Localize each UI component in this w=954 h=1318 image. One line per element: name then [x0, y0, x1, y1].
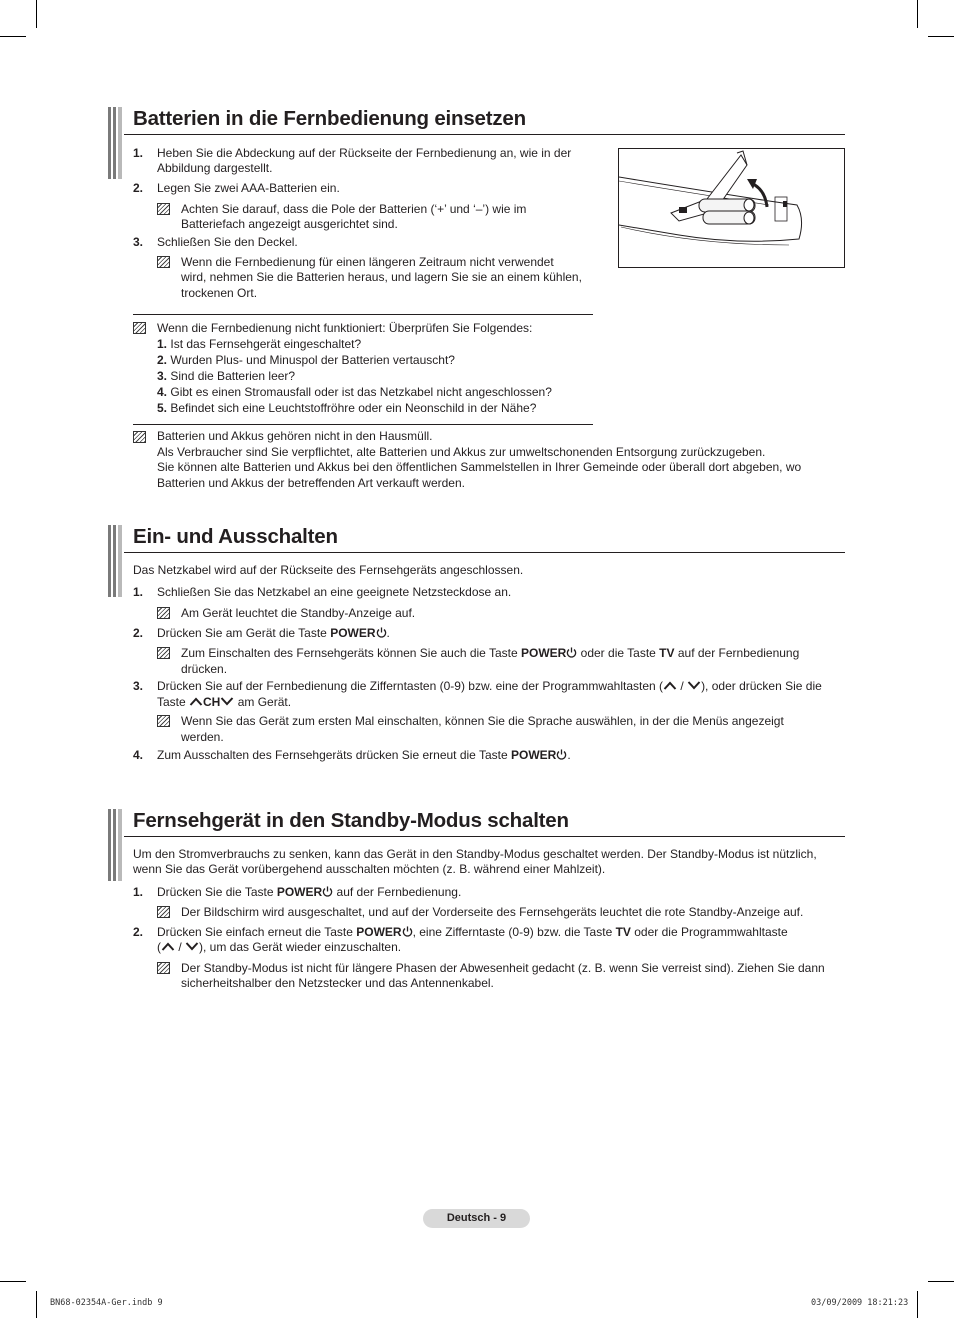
remote-battery-icon	[619, 149, 844, 267]
chevron-up-icon	[161, 942, 175, 951]
note-text: Sie können alte Batterien und Akkus bei den öffentlichen Sammelstellen in Ihrer Gemeinde oder überall dort abgeben, wo	[157, 460, 802, 474]
step-number: 3.	[133, 235, 144, 249]
step-text: Drücken Sie einfach erneut die Taste POWER , eine Zifferntaste (0-9) bzw. die Taste TV oder die Programmwahltaste	[157, 925, 788, 939]
note-text: Wenn die Fernbedienung nicht funktioniert: Überprüfen Sie Folgendes:	[157, 321, 533, 335]
crop-mark	[917, 0, 918, 28]
checklist-item	[157, 401, 536, 417]
step-text: Abbildung dargestellt.	[157, 161, 273, 175]
box-bottom-rule	[133, 424, 593, 425]
section-rule	[124, 552, 845, 553]
intro-text: Das Netzkabel wird auf der Rückseite des Fernsehgeräts angeschlossen.	[133, 563, 524, 577]
section-bar	[108, 809, 122, 881]
crop-mark	[928, 1281, 954, 1282]
note-icon	[133, 431, 146, 443]
step-number: 4.	[133, 748, 144, 762]
note-text: drücken.	[181, 662, 228, 676]
note-text: Am Gerät leuchtet die Standby-Anzeige auf.	[181, 606, 416, 620]
crop-mark	[36, 1291, 37, 1318]
step-number: 3.	[133, 679, 144, 693]
note-text: Der Standby-Modus ist nicht für längere Phasen der Abwesenheit gedacht (z. B. wenn Sie verreist sind). Ziehen Sie dann	[181, 961, 825, 975]
page-number-badge: Deutsch - 9	[423, 1209, 530, 1228]
crop-mark	[0, 1281, 26, 1282]
note-icon	[157, 906, 170, 918]
step-text: Legen Sie zwei AAA-Batterien ein.	[157, 181, 340, 195]
checklist-number: 5.	[157, 401, 168, 415]
crop-mark	[0, 36, 26, 37]
note-icon	[157, 647, 170, 659]
step-text: Schließen Sie den Deckel.	[157, 235, 298, 249]
chevron-down-icon	[185, 942, 199, 951]
power-icon	[556, 749, 567, 760]
section-bar	[108, 525, 122, 597]
crop-mark	[928, 36, 954, 37]
power-icon	[402, 926, 413, 937]
step-text: Schließen Sie das Netzkabel an eine geeignete Netzsteckdose an.	[157, 585, 512, 599]
step-text: Taste CH am Gerät.	[157, 695, 292, 709]
remote-battery-illustration	[618, 148, 845, 268]
step-text: Drücken Sie am Gerät die Taste POWER .	[157, 626, 390, 640]
power-icon	[566, 647, 577, 658]
checklist-item	[157, 369, 295, 385]
chevron-up-icon	[189, 697, 203, 706]
note-text: Batterien und Akkus gehören nicht in den Hausmüll.	[157, 429, 433, 443]
note-text: Der Bildschirm wird ausgeschaltet, und auf der Vorderseite des Fernsehgeräts leuchtet die rote Standby-Anzeige auf.	[181, 905, 804, 919]
note-icon	[133, 322, 146, 334]
section-title: Fernsehgerät in den Standby-Modus schalten	[133, 809, 569, 832]
chevron-down-icon	[220, 697, 234, 706]
note-text: trockenen Ort.	[181, 286, 258, 300]
step-number: 1.	[133, 146, 144, 160]
note-text: sicherheitshalber den Netzstecker und das Antennenkabel.	[181, 976, 494, 990]
section-title: Ein- und Ausschalten	[133, 525, 338, 548]
section-rule	[124, 134, 845, 135]
note-icon	[157, 607, 170, 619]
step-number: 2.	[133, 626, 144, 640]
step-text: Drücken Sie auf der Fernbedienung die Zifferntasten (0-9) bzw. eine der Programmwahltasten ( / ), oder drücken Sie die	[157, 679, 822, 693]
note-text: Batteriefach angezeigt ausgerichtet sind.	[181, 217, 398, 231]
chevron-up-icon	[663, 681, 677, 690]
step-text: Heben Sie die Abdeckung auf der Rückseite der Fernbedienung an, wie in der	[157, 146, 572, 160]
chevron-down-icon	[687, 681, 701, 690]
note-text: Wenn die Fernbedienung für einen längeren Zeitraum nicht verwendet	[181, 255, 554, 269]
note-text: Zum Einschalten des Fernsehgeräts können Sie auch die Taste POWER oder die Taste TV auf der Fernbedienung	[181, 646, 800, 660]
note-icon	[157, 256, 170, 268]
step-text: ( / ), um das Gerät wieder einzuschalten.	[157, 940, 402, 954]
crop-mark	[36, 0, 37, 28]
checklist-item	[157, 385, 552, 401]
step-text: Drücken Sie die Taste POWER auf der Fernbedienung.	[157, 885, 462, 899]
step-number: 2.	[133, 925, 144, 939]
section-bar	[108, 107, 122, 179]
box-top-rule	[133, 314, 593, 315]
section-rule	[124, 836, 845, 837]
checklist-item	[157, 337, 361, 353]
checklist-number: 1.	[157, 337, 168, 351]
note-text: werden.	[181, 730, 224, 744]
file-slug: BN68-02354A-Ger.indb 9	[50, 1298, 163, 1308]
crop-mark	[917, 1291, 918, 1318]
note-text: Achten Sie darauf, dass die Pole der Batterien (‘+’ und ‘–’) wie im	[181, 202, 527, 216]
intro-text: Um den Stromverbrauchs zu senken, kann das Gerät in den Standby-Modus geschaltet werden. Der Standby-Modus ist nützlich,	[133, 847, 817, 861]
checklist-number: 2.	[157, 353, 168, 367]
checklist-number: 4.	[157, 385, 168, 399]
section-title: Batterien in die Fernbedienung einsetzen	[133, 107, 526, 130]
date-slug: 03/09/2009 18:21:23	[811, 1298, 909, 1308]
note-text: Als Verbraucher sind Sie verpflichtet, alte Batterien und Akkus zur umweltschonenden Entsorgung zurückzugeben.	[157, 445, 766, 459]
checklist-text: Befindet sich eine Leuchtstoffröhre oder ein Neonschild in der Nähe?	[170, 401, 537, 415]
step-text: Zum Ausschalten des Fernsehgeräts drücken Sie erneut die Taste POWER .	[157, 748, 571, 762]
note-icon	[157, 962, 170, 974]
step-number: 2.	[133, 181, 144, 195]
step-number: 1.	[133, 885, 144, 899]
step-number: 1.	[133, 585, 144, 599]
note-text: Wenn Sie das Gerät zum ersten Mal einschalten, können Sie die Sprache auswählen, in der die Menüs angezeigt	[181, 714, 784, 728]
note-text: Batterien und Akkus der betreffenden Art verkauft werden.	[157, 476, 465, 490]
intro-text: wenn Sie das Gerät vorübergehend ausschalten möchten (z. B. während einer Mahlzeit).	[133, 862, 606, 876]
checklist-text: Gibt es einen Stromausfall oder ist das Netzkabel nicht angeschlossen?	[170, 385, 552, 399]
checklist-text: Sind die Batterien leer?	[170, 369, 296, 383]
checklist-text: Wurden Plus- und Minuspol der Batterien vertauscht?	[170, 353, 455, 367]
power-icon	[322, 886, 333, 897]
note-icon	[157, 715, 170, 727]
note-icon	[157, 203, 170, 215]
checklist-item	[157, 353, 455, 369]
checklist-text: Ist das Fernsehgerät eingeschaltet?	[170, 337, 362, 351]
checklist-number: 3.	[157, 369, 168, 383]
note-text: wird, nehmen Sie die Batterien heraus, und lagern Sie sie an einem kühlen,	[181, 270, 582, 284]
power-icon	[376, 627, 387, 638]
